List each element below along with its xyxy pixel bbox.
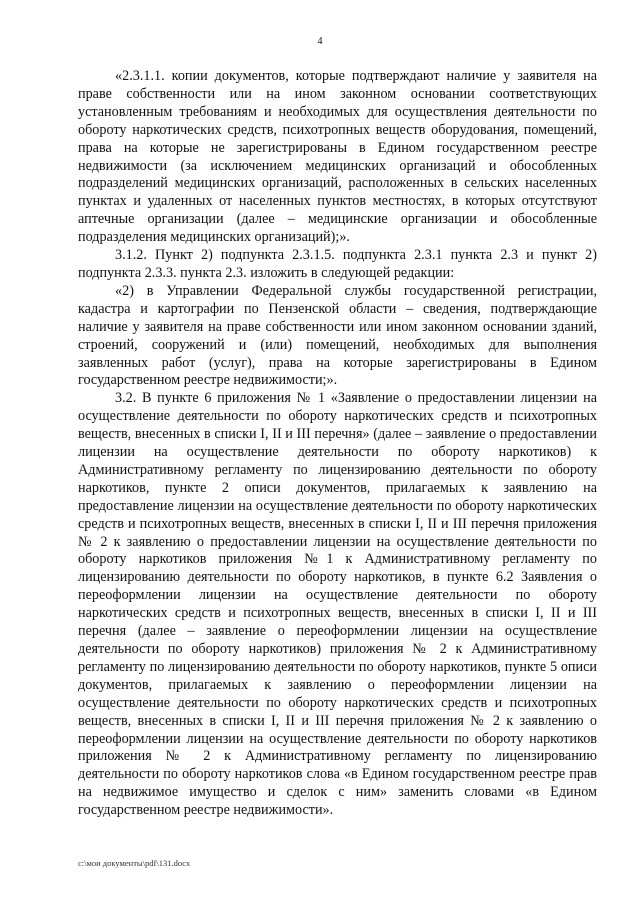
paragraph-3-1-2: 3.1.2. Пункт 2) подпункта 2.3.1.5. подпункта 2.3.1 пункта 2.3 и пункт 2) подпункта 2.3.3. пункта 2.3. изложить в следующей редакции: [78, 247, 597, 281]
document-body [78, 68, 597, 820]
paragraph-2-3-1-1: «2.3.1.1. копии документов, которые подтверждают наличие у заявителя на праве собственности или на ином законном основании соответствующих установленным требованиям и необходимых для осуществления деятельности по обороту наркотических средств, психотропных веществ оборудования, помещений, права на которые не зарегистрированы в Едином государственном реестре недвижимости (за исключением медицинских организаций и обособленных подразделений медицинских организаций, расположенных в сельских населенных пунктах и удаленных от населенных пунктов местностях, в которых отсутствуют аптечные организации (далее – медицинские организации и обособленные подразделения медицинских организаций);». [78, 68, 597, 246]
footer-file-path: c:\мои документы\pdf\131.docx [78, 858, 191, 868]
paragraph-item-2: «2) в Управлении Федеральной службы государственной регистрации, кадастра и картографии по Пензенской области – сведения, подтверждающие наличие у заявителя на праве собственности или ином законном основании зданий, строений, сооружений и (или) помещений, необходимых для выполнения заявленных работ (услуг), права на которые зарегистрированы в Едином государственном реестре недвижимости;». [78, 282, 597, 389]
paragraph-3-2: 3.2. В пункте 6 приложения № 1 «Заявление о предоставлении лицензии на осуществление деятельности по обороту наркотических средств и психотропных веществ, внесенных в списки I, II и III перечня» (далее – заявление о предоставлении лицензии на осуществление деятельности по обороту наркотиков) к Административному регламенту по лицензированию деятельности по обороту наркотиков, пункте 2 описи документов, прилагаемых к заявлению на предоставление лицензии на осуществление деятельности по обороту наркотических средств и психотропных веществ, внесенных в списки I, II и III перечня приложения № 2 к заявлению о предоставлении лицензии на осуществление деятельности по обороту наркотиков приложения №1 к Административному регламенту по лицензированию деятельности по обороту наркотиков, в пункте 6.2 Заявления о переоформлении лицензии на осуществление деятельности по обороту наркотических средств и психотропных веществ, внесенных в списки I, II и III перечня (далее – заявление о переоформлении лицензии на осуществление деятельности по обороту наркотиков) приложения № 2 к Административному регламенту по лицензированию деятельности по обороту наркотиков, пункте 5 описи документов, прилагаемых к заявлению о переоформлении лицензии на осуществление деятельности по обороту наркотических средств и психотропных веществ, внесенных в списки I, II и III перечня приложения № 2 к заявлению о переоформлении лицензии на осуществление деятельности по обороту наркотиков приложения № 2 к Административному регламенту по лицензированию деятельности по обороту наркотиков слова «в Едином государственном реестре прав на недвижимое имущество и сделок с ним» заменить словами «в Едином государственном реестре недвижимости». [78, 390, 597, 819]
page-number: 4 [317, 36, 323, 47]
